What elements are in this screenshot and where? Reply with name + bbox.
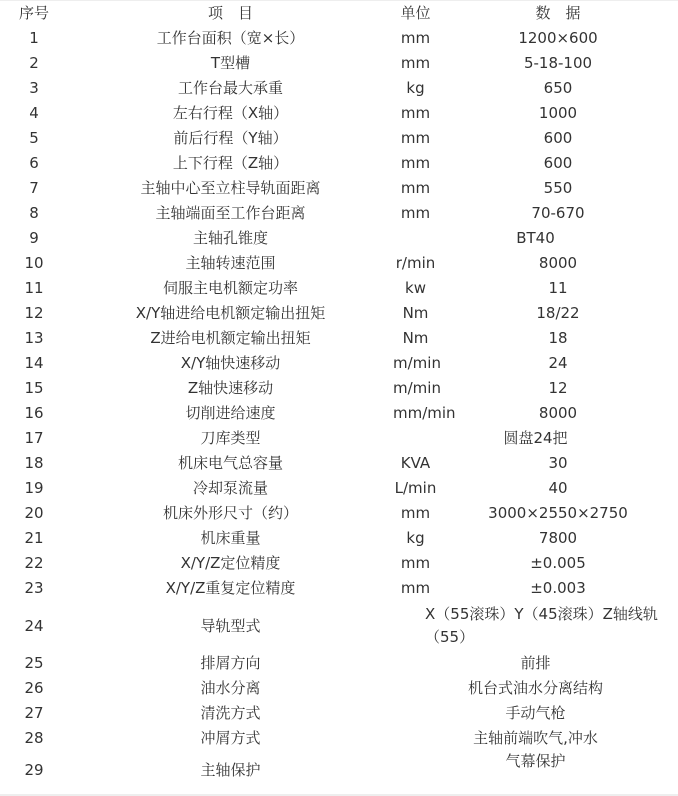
cell-unit: Nm [402, 304, 429, 322]
table-header-row [0, 1, 678, 26]
cell-unit: mm [400, 54, 431, 72]
cell-no: 27 [24, 704, 44, 722]
cell-no: 14 [24, 354, 44, 372]
table-row [0, 576, 678, 601]
cell-value: 12 [548, 379, 568, 397]
table-row [0, 551, 678, 576]
cell-unit: kg [406, 529, 425, 547]
cell-value: 18 [548, 329, 568, 347]
cell-no: 29 [24, 760, 44, 779]
cell-item: 导轨型式 [200, 616, 261, 635]
cell-value: ±0.003 [530, 579, 586, 597]
cell-no: 19 [24, 479, 44, 497]
cell-no: 12 [24, 304, 44, 322]
cell-item: 排屑方向 [200, 654, 261, 672]
cell-item: 上下行程（Z轴） [172, 154, 289, 172]
cell-unit: kw [405, 279, 426, 297]
cell-no: 26 [24, 679, 44, 697]
table-row [0, 376, 678, 401]
cell-value: 11 [548, 279, 568, 297]
cell-item: T型槽 [210, 54, 251, 72]
cell-no: 7 [29, 179, 39, 197]
cell-no: 23 [24, 579, 44, 597]
cell-item: X/Y轴快速移动 [180, 354, 281, 372]
cell-no: 20 [24, 504, 44, 522]
cell-item: 清洗方式 [200, 704, 261, 722]
cell-value: 18/22 [536, 304, 580, 322]
table-row [0, 526, 678, 551]
cell-unit: mm [400, 554, 431, 572]
cell-item: 机床电气总容量 [177, 454, 283, 472]
cell-no: 5 [29, 129, 39, 147]
cell-item: 工作台最大承重 [177, 79, 283, 97]
cell-item: 机床外形尺寸（约） [162, 504, 298, 522]
table-row [0, 226, 678, 251]
table-row [0, 701, 678, 726]
cell-value: 3000×2550×2750 [488, 504, 628, 522]
cell-item: 冷却泵流量 [192, 479, 268, 497]
cell-item: 主轴端面至工作台距离 [155, 204, 306, 222]
table-row [0, 501, 678, 526]
cell-merged-value: 圆盘24把 [503, 429, 568, 447]
cell-item: Z轴快速移动 [187, 379, 274, 397]
table-row [0, 676, 678, 701]
cell-no: 3 [29, 79, 39, 97]
cell-unit: mm [400, 154, 431, 172]
cell-item: 刀库类型 [200, 429, 261, 447]
cell-no: 2 [29, 54, 39, 72]
cell-unit: mm [400, 129, 431, 147]
table-row [0, 276, 678, 301]
table-row [0, 76, 678, 101]
cell-value: 600 [543, 129, 573, 147]
cell-no: 24 [24, 616, 44, 635]
table-row [0, 651, 678, 676]
cell-item: 切削进给速度 [185, 404, 276, 422]
cell-no: 28 [24, 729, 44, 747]
table-row [0, 751, 678, 789]
cell-unit: m/min [393, 379, 441, 397]
cell-unit: r/min [395, 254, 436, 272]
cell-merged-value: X（55滚珠）Y（45滚珠）Z轴线轨（55） [425, 605, 658, 646]
cell-no: 1 [29, 29, 39, 47]
table-row [0, 401, 678, 426]
cell-unit: m/min [393, 354, 441, 372]
cell-unit: Nm [402, 329, 429, 347]
cell-no: 6 [29, 154, 39, 172]
cell-no: 11 [24, 279, 44, 297]
cell-item: 主轴孔锥度 [192, 229, 268, 247]
cell-no: 18 [24, 454, 44, 472]
cell-merged-value: 手动气枪 [505, 704, 566, 722]
cell-value: 1200×600 [518, 29, 598, 47]
cell-no: 8 [29, 204, 39, 222]
cell-no: 25 [24, 654, 44, 672]
cell-merged-value: 机台式油水分离结构 [467, 679, 603, 697]
cell-no: 17 [24, 429, 44, 447]
table-row [0, 126, 678, 151]
machine-spec-table [0, 1, 678, 789]
cell-item: X/Y轴进给电机额定输出扭矩 [135, 304, 326, 322]
table-row [0, 101, 678, 126]
cell-value: 7800 [538, 529, 578, 547]
cell-item: X/Y/Z定位精度 [180, 554, 281, 572]
cell-unit: mm/min [393, 404, 456, 422]
cell-no: 13 [24, 329, 44, 347]
cell-value: ±0.005 [530, 554, 586, 572]
table-row [0, 176, 678, 201]
table-row [0, 251, 678, 276]
table-row [0, 726, 678, 751]
cell-item: 主轴中心至立柱导轨面距离 [140, 179, 321, 197]
cell-unit: mm [400, 504, 431, 522]
cell-item: 机床重量 [200, 529, 261, 547]
table-row [0, 476, 678, 501]
cell-item: 主轴转速范围 [185, 254, 276, 272]
header-no: 序号 [18, 4, 49, 22]
cell-value: 8000 [538, 404, 578, 422]
cell-item: Z进给电机额定输出扭矩 [150, 329, 311, 347]
cell-item: X/Y/Z重复定位精度 [165, 579, 296, 597]
cell-no: 22 [24, 554, 44, 572]
cell-no: 21 [24, 529, 44, 547]
cell-no: 16 [24, 404, 44, 422]
cell-value: 8000 [538, 254, 578, 272]
cell-item: 冲屑方式 [200, 729, 261, 747]
table-row [0, 451, 678, 476]
table-row [0, 26, 678, 51]
cell-no: 9 [29, 229, 39, 247]
cell-unit: mm [400, 29, 431, 47]
cell-value: 650 [543, 79, 573, 97]
cell-merged-value: 前排 [520, 654, 551, 672]
cell-value: 5-18-100 [523, 54, 593, 72]
cell-item: 前后行程（Y轴） [173, 129, 288, 147]
cell-value: 550 [543, 179, 573, 197]
header-unit: 单位 [400, 4, 431, 22]
cell-no: 4 [29, 104, 39, 122]
cell-item: 主轴保护 [200, 760, 261, 779]
cell-no: 10 [24, 254, 44, 272]
table-row [0, 301, 678, 326]
cell-unit: mm [400, 579, 431, 597]
header-item: 项 目 [207, 4, 253, 22]
cell-value: 70-670 [531, 204, 585, 222]
table-row [0, 51, 678, 76]
table-row [0, 326, 678, 351]
cell-unit: mm [400, 179, 431, 197]
cell-no: 15 [24, 379, 44, 397]
table-row [0, 151, 678, 176]
cell-item: 左右行程（X轴） [172, 104, 289, 122]
cell-merged-value: 气幕保护 [505, 752, 566, 770]
cell-unit: mm [400, 104, 431, 122]
cell-value: 1000 [538, 104, 578, 122]
cell-merged-value: BT40 [516, 229, 555, 247]
table-row [0, 426, 678, 451]
header-value: 数 据 [535, 4, 581, 22]
cell-value: 40 [548, 479, 568, 497]
cell-value: 600 [543, 154, 573, 172]
table-row [0, 351, 678, 376]
cell-unit: KVA [400, 454, 431, 472]
cell-value: 30 [548, 454, 568, 472]
table-row [0, 601, 678, 651]
cell-value: 24 [548, 354, 568, 372]
cell-item: 工作台面积（宽×长） [156, 29, 305, 47]
cell-unit: mm [400, 204, 431, 222]
cell-item: 伺服主电机额定功率 [162, 279, 298, 297]
table-row [0, 201, 678, 226]
cell-item: 油水分离 [200, 679, 261, 697]
cell-unit: kg [406, 79, 425, 97]
cell-unit: L/min [394, 479, 437, 497]
cell-merged-value: 主轴前端吹气,冲水 [473, 729, 598, 747]
